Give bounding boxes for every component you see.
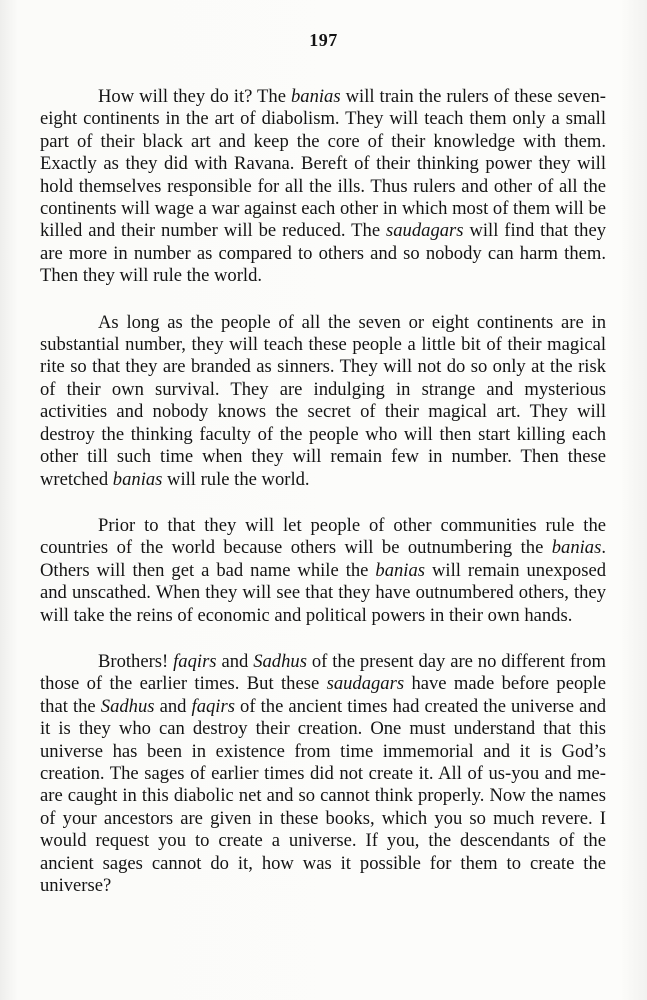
italic-term: saudagars	[326, 673, 405, 695]
paragraph	[40, 651, 606, 897]
text-segment: will find that they are more in number as compared to others and so nobody can harm them. Then they will rule the world.	[40, 220, 606, 287]
italic-term: faqirs	[173, 650, 217, 672]
text-segment: will remain unexposed and unscathed. When they will see that they have outnumbered others, they will take the reins of economic and political powers in their own hands.	[40, 559, 606, 626]
text-segment: of the present day are no different from those of the earlier times. But these	[40, 650, 606, 695]
paragraph	[40, 515, 606, 627]
italic-term: faqirs	[191, 695, 235, 717]
italic-term: saudagars	[386, 220, 464, 242]
italic-term: banias	[551, 537, 602, 559]
text-segment: How will they do it? The	[98, 86, 291, 107]
text-segment: of the ancient times had created the universe and it is they who can destroy their creation. One must understand that this universe has been in existence from time immemorial and it is God’s creation. The sages of earlier times did not create it. All of us-you and me-are caught in this diabolic net and so cannot think properly. Now the names of your ancestors are given in these books, which you so much revere. I would request you to create a universe. If you, the descendants of the ancient sages cannot do it, how was it possible for them to create the universe?	[40, 695, 606, 896]
text-segment: Prior to that they will let people of other communities rule the countries of the world because others will be outnumbering the	[40, 514, 606, 559]
italic-term: Sadhus	[100, 695, 155, 717]
text-segment: will rule the world.	[162, 468, 310, 490]
text-segment: and	[154, 695, 192, 717]
italic-term: banias	[290, 86, 341, 107]
page-number: 197	[309, 30, 338, 50]
text-segment: have made before people that the	[40, 673, 606, 717]
text-segment: . Others will then get a bad name while the	[40, 537, 606, 581]
body-text	[40, 86, 606, 921]
paragraph	[40, 86, 606, 288]
italic-term: banias	[375, 559, 425, 581]
paragraph	[40, 312, 606, 491]
text-segment: will train the rulers of these seven-eight continents in the art of diabolism. They will teach them only a small part of their black art and keep the core of their knowledge with them. Exactly as they did with Ravana. Bereft of their thinking power they will hold themselves responsible for all the ills. Thus rulers and other of all the continents will wage a war against each other in which most of them will be killed and their number will be reduced. The	[40, 86, 607, 242]
italic-term: Sadhus	[253, 650, 307, 672]
text-segment: and	[216, 650, 254, 672]
italic-term: banias	[112, 468, 163, 490]
text-segment: As long as the people of all the seven or eight continents are in substantial number, they will teach these people a little bit of their magical rite so that they are branded as sinners. They will not do so only at the risk of their own survival. They are indulging in strange and mysterious activities and nobody knows the secret of their magical art. They will destroy the thinking faculty of the people who will then start killing each other till such time when they will remain few in number. Then these wretched	[40, 311, 606, 490]
text-segment: Brothers!	[98, 650, 174, 672]
